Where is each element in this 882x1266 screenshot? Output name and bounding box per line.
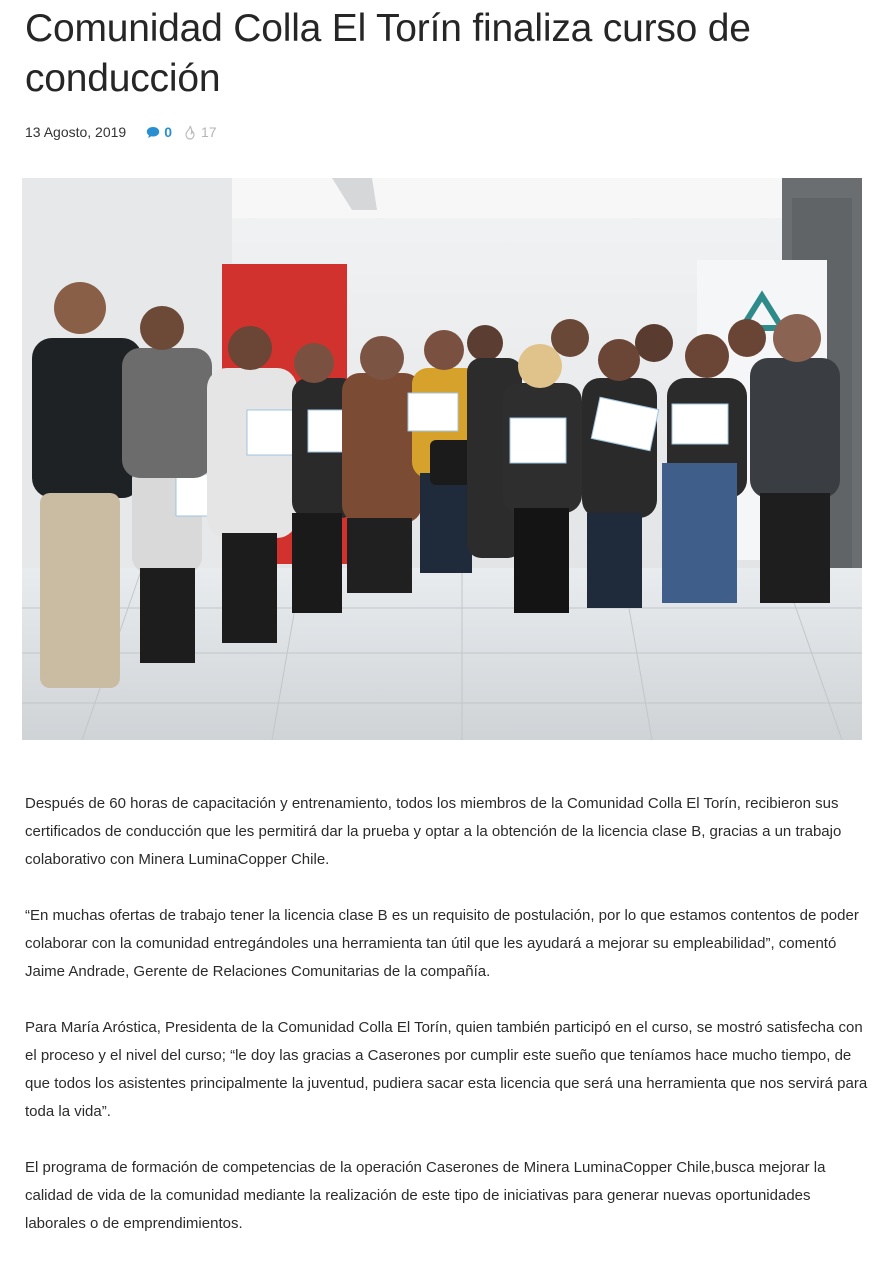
comment-bubble-icon: [146, 126, 160, 139]
paragraph-4: El programa de formación de competencias de la operación Caserones de Minera LuminaCopper Chile,busca mejorar la calidad de vida de la comunidad mediante la realización de este tipo de iniciativas para generar nuevas oportunidades laborales o de emprendimientos.: [25, 1159, 826, 1232]
article-title: Comunidad Colla El Torín finaliza curso de conducción: [25, 7, 751, 100]
view-counter: [184, 124, 217, 140]
article-photo: [22, 178, 862, 740]
article-meta: [25, 122, 217, 142]
article-body: [25, 790, 870, 1266]
paragraph-2: “En muchas ofertas de trabajo tener la licencia clase B es un requisito de postulación, por lo que estamos contentos de poder colaborar con la comunidad entregándoles una herramienta tan útil que les ayudará a mejorar su empleabilidad”, comentó Jaime Andrade, Gerente de Relaciones Comunitarias de la compañía.: [25, 907, 859, 980]
comments-link[interactable]: [146, 124, 172, 140]
view-count: 17: [201, 124, 217, 140]
paragraph-3: Para María Aróstica, Presidenta de la Comunidad Colla El Torín, quien también participó en el curso, se mostró satisfecha con el proceso y el nivel del curso; “le doy las gracias a Caserones por cumplir este sueño que teníamos hace mucho tiempo, de que todos los asistentes principalmente la juventud, pudiera sacar esta licencia que será una herramienta que nos servirá para toda la vida”.: [25, 1019, 868, 1120]
comment-count: 0: [164, 124, 172, 140]
group-photo-illustration: [22, 178, 862, 740]
publish-date: 13 Agosto, 2019: [25, 124, 127, 140]
flame-icon: [184, 125, 196, 140]
paragraph-1: Después de 60 horas de capacitación y entrenamiento, todos los miembros de la Comunidad Colla El Torín, recibieron sus certificados de conducción que les permitirá dar la prueba y optar a la obtención de la licencia clase B, gracias a un trabajo colaborativo con Minera LuminaCopper Chile.: [25, 795, 842, 868]
